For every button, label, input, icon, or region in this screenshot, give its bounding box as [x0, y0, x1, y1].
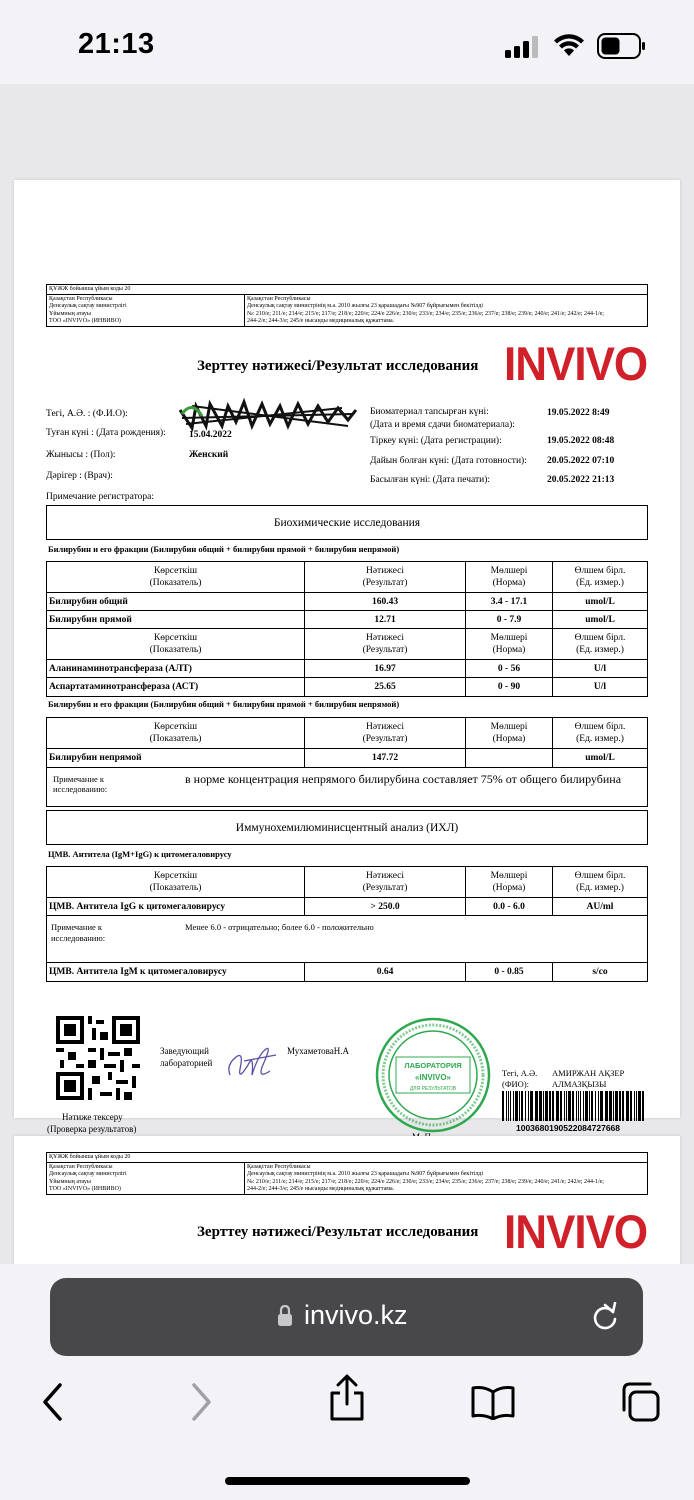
qr-check-label-ru: (Проверка результатов) [47, 1124, 137, 1134]
patient-fio-label: Тегі, А.Ә. [502, 1068, 538, 1078]
unit-value: U/l [593, 682, 607, 692]
barcode-bar [585, 1091, 588, 1121]
barcode-bar [506, 1091, 507, 1121]
table-row [47, 898, 647, 916]
biomaterial-date-value: 19.05.2022 8:49 [547, 408, 610, 418]
section-biochemistry: Биохимические исследования [46, 505, 648, 540]
barcode-bar [508, 1091, 509, 1121]
col-unit: Өлшем бірл. (Ед. измер.) [574, 633, 626, 655]
dob-value: 15.04.2022 [189, 430, 232, 440]
battery-icon [597, 33, 647, 59]
document-title: Зерттеу нәтижесі/Результат исследования [197, 358, 479, 374]
table-bilirubin-indirect [46, 717, 648, 768]
barcode-bar [622, 1091, 624, 1121]
head-lab-label: Заведующий [160, 1046, 209, 1056]
header-left-line: Қазақстан Республикасы [49, 296, 113, 303]
table-header [47, 629, 647, 660]
barcode-bar [572, 1091, 574, 1121]
barcode-bar [605, 1091, 608, 1121]
ready-date-label: Дайын болған күні: (Дата готовности): [370, 456, 527, 466]
result-value: 25.65 [305, 678, 466, 696]
barcode-bar [589, 1091, 590, 1121]
head-lab-label-2: лабораторией [160, 1058, 213, 1068]
barcode-bar [595, 1091, 596, 1121]
table-header [47, 867, 647, 898]
document-page-2 [14, 1136, 680, 1264]
result-value: 160.43 [305, 593, 466, 610]
norm-value: 0 - 0.85 [466, 963, 553, 981]
patient-fio-value: АМИРЖАН АҚЗЕР [552, 1068, 625, 1078]
pdf-viewer[interactable] [0, 84, 694, 1264]
biomaterial-date-label-ru: (Дата и время сдачи биоматериала): [370, 420, 515, 430]
barcode-bar [591, 1091, 593, 1121]
dob-label: Туған күні : (Дата рождения): [46, 428, 166, 438]
barcode-bar [525, 1091, 526, 1121]
indicator-name: ЦМВ. Антитела IgG к цитомегаловирусу [47, 898, 305, 915]
registrar-note-label: Примечание регистратора: [46, 492, 154, 502]
ready-date-value: 20.05.2022 07:10 [547, 456, 615, 466]
qr-check-label: Нәтиже тексеру [62, 1112, 123, 1122]
col-indicator: Көрсеткіш (Показатель) [47, 718, 305, 748]
header-right-line: №: 210/е; 211/е; 214/е; 215/е; 217/е; 218/е; 220/е; 224/е 226/е; 230/е; 233/е; 234/е; 235/е; 236/е; 237/е; 238/е; 239/е; 240/е; 241/е; 242/е; 244-1/е; [247, 1178, 604, 1185]
norm-value: 0.0 - 6.0 [466, 898, 553, 915]
stamp-text-bot: ДЛЯ РЕЗУЛЬТАТОВ [409, 1086, 457, 1092]
barcode-bar [630, 1091, 632, 1121]
barcode-bar [609, 1091, 612, 1121]
barcode-bar [634, 1091, 635, 1121]
barcode-bar [515, 1091, 518, 1121]
wifi-icon [553, 34, 585, 58]
barcode-bar [539, 1091, 542, 1121]
sex-label: Жынысы : (Пол): [46, 450, 116, 460]
status-time: 21:13 [78, 28, 155, 60]
org-code: ҚҰЖЖ бойынша ұйым коды 20 [49, 1154, 131, 1160]
note-text: в норме концентрация непрямого билирубина составляет 75% от общего билирубина [185, 772, 622, 786]
sex-value: Женский [189, 450, 229, 460]
status-bar [0, 0, 694, 84]
barcode-bar [513, 1091, 514, 1121]
org-code: ҚҰЖЖ бойынша ұйым коды 20 [49, 286, 131, 292]
barcode-number: 1003680190522084727668 [516, 1123, 621, 1133]
stamp-text-mid: «INVIVO» [414, 1073, 452, 1082]
barcode-bar [545, 1091, 548, 1121]
indicator-name: Аспартатаминотрансфераза (АСТ) [47, 678, 305, 696]
note-box-1 [46, 767, 648, 807]
col-indicator: Көрсеткіш (Показатель) [47, 562, 305, 592]
barcode-bar [583, 1091, 584, 1121]
barcode-bar [560, 1091, 562, 1121]
note-label: Примечание к исследованию: [51, 922, 106, 943]
header-right-line: Қазақстан Республикасы [247, 296, 311, 303]
section-immunoassay: Иммунохемилюминисцентный анализ (ИХЛ) [46, 810, 648, 845]
header-left-line: Ұйымның атауы [49, 1178, 91, 1185]
header-right-line: Денсаулық сақтау министрінің м.а. 2010 жылғы 23 қарашадағы №907 бұйрығымен бекітілді [247, 303, 483, 310]
bilirubin-subtitle-2: Билирубин и его фракции (Билирубин общий + билирубин прямой + билирубин непрямой) [48, 699, 400, 709]
result-value: > 250.0 [305, 898, 466, 915]
barcode-bar [549, 1091, 551, 1121]
col-result: Нәтижесі (Результат) [305, 562, 466, 592]
barcode-bar [528, 1091, 529, 1121]
unit-value: umol/L [585, 753, 615, 763]
header-left-line: Денсаулық сақтау министрлігі [49, 1171, 127, 1178]
barcode-bar [642, 1091, 644, 1121]
barcode-bar [580, 1091, 581, 1121]
tabs-icon[interactable] [618, 1380, 662, 1424]
patient-fio-label-2: (ФИО): [502, 1079, 530, 1089]
barcode-bar [615, 1091, 618, 1121]
unit-value: AU/ml [586, 901, 614, 912]
barcode-bar [626, 1091, 629, 1121]
indicator-name: Билирубин непрямой [47, 749, 305, 767]
col-indicator: Көрсеткіш (Показатель) [47, 629, 305, 659]
col-norm: Мөлшері (Норма) [466, 718, 553, 748]
registration-date-label: Тіркеу күні: (Дата регистрации): [370, 436, 502, 446]
table-row [47, 660, 647, 678]
cellular-signal-icon [505, 36, 539, 58]
document-page-1 [14, 180, 680, 1134]
doctor-label: Дәрігер : (Врач): [46, 471, 113, 481]
col-result: Нәтижесі (Результат) [305, 718, 466, 748]
result-value: 16.97 [305, 660, 466, 677]
header-right-line: Қазақстан Республикасы [247, 1164, 311, 1171]
header-left-line: Денсаулық сақтау министрлігі [49, 303, 127, 310]
barcode-bar [519, 1091, 520, 1121]
table-header [47, 562, 647, 593]
unit-value: s/co [592, 967, 608, 977]
indicator-name: Билирубин прямой [47, 611, 305, 628]
note-label: Примечание к исследованию: [53, 774, 108, 794]
barcode-bar [600, 1091, 603, 1121]
header-right [245, 295, 647, 326]
barcode-bar [564, 1091, 565, 1121]
lab-stamp [374, 1016, 492, 1134]
col-norm: Мөлшері (Норма) [466, 629, 553, 659]
barcode-bar [568, 1091, 571, 1121]
header-left [47, 1163, 245, 1194]
back-icon[interactable] [40, 1382, 64, 1422]
barcode-bar [502, 1091, 504, 1121]
home-indicator[interactable] [225, 1477, 470, 1485]
barcode-bar [576, 1091, 577, 1121]
print-date-label: Басылған күні: (Дата печати): [370, 475, 491, 485]
table-row [47, 593, 647, 611]
unit-value: U/l [593, 663, 607, 674]
fio-label: Тегі, А.Ә. : (Ф.И.О): [46, 409, 128, 419]
bookmarks-icon[interactable] [470, 1384, 516, 1420]
invivo-logo: INVIVO [504, 338, 648, 391]
reload-icon[interactable] [591, 1302, 619, 1332]
document-title: Зерттеу нәтижесі/Результат исследования [197, 1224, 479, 1240]
col-indicator: Көрсеткіш (Показатель) [47, 867, 305, 897]
signature [222, 1035, 282, 1087]
col-unit: Өлшем бірл. (Ед. измер.) [574, 566, 626, 588]
header-right [245, 1163, 647, 1194]
form-header [46, 284, 648, 327]
header-left-line: Ұйымның атауы [49, 310, 91, 317]
norm-value: 0 - 7.9 [466, 611, 553, 628]
address-bar[interactable] [50, 1278, 643, 1356]
col-result: Нәтижесі (Результат) [305, 629, 466, 659]
col-norm: Мөлшері (Норма) [466, 562, 553, 592]
col-result: Нәтижесі (Результат) [305, 867, 466, 897]
lock-icon [277, 1305, 293, 1327]
col-norm: Мөлшері (Норма) [466, 867, 553, 897]
barcode-bar [543, 1091, 544, 1121]
header-right-line: 244-2/е; 244-3/е; 245/е нысанды медициналық құжаттама. [247, 1185, 395, 1192]
url-text[interactable]: invivo.kz [304, 1300, 408, 1330]
form-header [46, 1152, 648, 1195]
barcode-bar [636, 1091, 637, 1121]
barcode-bar [598, 1091, 599, 1121]
norm-value: 3.4 - 17.1 [466, 593, 553, 610]
header-left-line: Қазақстан Республикасы [49, 1164, 113, 1171]
header-left-line: ТОО «INVIVO» (ИНВИВО) [49, 317, 121, 324]
table-row [47, 963, 647, 981]
barcode-bar [638, 1091, 641, 1121]
header-right-line: Денсаулық сақтау министрінің м.а. 2010 жылғы 23 қарашадағы №907 бұйрығымен бекітілді [247, 1171, 483, 1178]
barcode-bar [510, 1091, 511, 1121]
unit-value: umol/L [585, 614, 615, 625]
note-row-2 [47, 916, 647, 963]
col-unit: Өлшем бірл. (Ед. измер.) [574, 871, 626, 893]
table-row [47, 749, 647, 767]
norm-value [466, 749, 553, 767]
norm-value: 0 - 56 [466, 660, 553, 677]
note-text: Менее 6.0 - отрицательно; более 6.0 - положительно [185, 922, 374, 932]
table-row [47, 678, 647, 696]
patient-fio-value-2: АЛМАЗҚЫЗЫ [552, 1079, 607, 1089]
table-bilirubin [46, 561, 648, 697]
head-lab-name: МухаметоваН.А [287, 1046, 350, 1056]
header-right-line: №: 210/е; 211/е; 214/е; 215/е; 217/е; 218/е; 220/е; 224/е 226/е; 230/е; 233/е; 234/е; 235/е; 236/е; 237/е; 238/е; 239/е; 240/е; 241/е; 242/е; 244-1/е; [247, 310, 604, 317]
registration-date-value: 19.05.2022 08:48 [547, 436, 615, 446]
indicator-name: Билирубин общий [47, 593, 305, 610]
biomaterial-date-label: Биоматериал тапсырған күні: [370, 407, 489, 417]
barcode-bar [619, 1091, 621, 1121]
norm-value: 0 - 90 [466, 678, 553, 696]
table-cmv [46, 866, 648, 982]
header-left [47, 295, 245, 326]
qr-code[interactable] [56, 1016, 140, 1100]
result-value: 12.71 [305, 611, 466, 628]
barcode-bar [566, 1091, 567, 1121]
table-header [47, 718, 647, 749]
indicator-name: ЦМВ. Антитела IgM к цитомегаловирусу [47, 963, 305, 981]
barcode-bar [613, 1091, 614, 1121]
barcode-bar [530, 1091, 533, 1121]
header-right-line: 244-2/е; 244-3/е; 245/е нысанды медициналық құжаттама. [247, 317, 395, 324]
forward-icon[interactable] [190, 1382, 214, 1422]
bilirubin-subtitle: Билирубин и его фракции (Билирубин общий + билирубин прямой + билирубин непрямой) [48, 544, 400, 554]
unit-value: umol/L [585, 596, 615, 607]
stamp-text-top: ЛАБОРАТОРИЯ [404, 1061, 462, 1070]
share-icon[interactable] [328, 1374, 366, 1422]
barcode-bar [521, 1091, 523, 1121]
result-value: 147.72 [305, 749, 466, 767]
barcode [500, 1091, 648, 1121]
indicator-name: Аланинаминотрансфераза (АЛТ) [47, 660, 305, 677]
invivo-logo: INVIVO [504, 1206, 648, 1259]
result-value: 0.64 [305, 963, 466, 981]
barcode-bar [535, 1091, 538, 1121]
col-unit: Өлшем бірл. (Ед. измер.) [574, 722, 626, 744]
barcode-bar [578, 1091, 579, 1121]
barcode-bar [552, 1091, 554, 1121]
cmv-subtitle: ЦМВ. Антитела (IgM+IgG) к цитомегаловирусу [48, 849, 232, 859]
barcode-bar [556, 1091, 559, 1121]
table-row [47, 611, 647, 629]
print-date-value: 20.05.2022 21:13 [547, 475, 615, 485]
header-left-line: ТОО «INVIVO» (ИНВИВО) [49, 1185, 121, 1192]
